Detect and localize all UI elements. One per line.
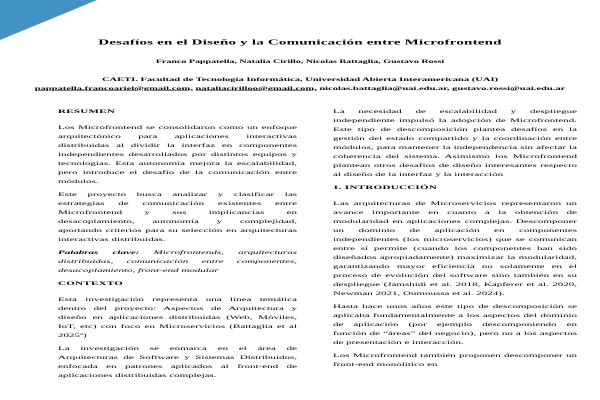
introduccion-paragraph-1: Las arquitecturas de Microservicios representaron un avance importante en cuanto a la obtención de modularidad en aplicaciones complejas. Descomponer un dominio de aplicación en componentes independientes (los microservicios) que se comunican entre sí permite (cuando los componentes han sido diseñados apropiadamente) maximizar la modularidad, garantizando mayor eficiencia no solamente en el proceso de evolución del software sino también en su despliegue (Jamshidi et al. 2018, Kapferer et al. 2020, Newman 2021, Oumoussa et al. 2024). xyxy=(333,200,577,297)
paper-authors: Franco Pappatella, Natalia Cirillo, Nicolas Battaglia, Gustavo Rossi xyxy=(155,59,445,65)
resumen-paragraph-2: Este proyecto busca analizar y clasificar las estrategias de comunicación existentes entre Microfrontend y sus implicancias en desacoplamiento, autonomía y complejidad, aportando criterios para su selección en arquitecturas interactivas distribuidas. xyxy=(58,191,297,243)
keywords-paragraph xyxy=(58,248,297,275)
paper-affiliation: CAETI. Facultad de Tecnología Informática, Universidad Abierta Interamericana (UAI) xyxy=(101,77,499,83)
paper-header xyxy=(0,38,600,93)
section-heading-contexto: CONTEXTO xyxy=(58,280,124,287)
left-column xyxy=(58,107,297,384)
corner-triangle-decoration xyxy=(0,0,97,40)
keywords-label: Palabras clave: xyxy=(58,249,140,256)
section-heading-introduccion: 1. INTRODUCCIÓN xyxy=(333,184,438,191)
contexto-paragraph-1: Esta investigación representa una línea temática dentro del proyecto: Aspectos de Arquitectura y diseño en aplicaciones distribuidas (Web, Móviles, IoT, etc) con foco en Microservicios (Battaglia et al 2025ª) xyxy=(58,296,297,339)
contexto-paragraph-2: La investigación se enmarca en el área de Arquitecturas de Software y Sistemas Distribuidos, enfocada en patrones aplicados al front-end de aplicaciones distribuidas complejas. xyxy=(58,345,297,379)
email-text-4: gustavo.rossi@uai.edu.ar xyxy=(452,86,566,92)
introduccion-paragraph-3: Los Microfrontend también proponen descomponer un front-end monolítico en xyxy=(333,352,577,368)
author-emails xyxy=(30,85,570,93)
paper-title: Desafíos en el Diseño y la Comunicación entre Microfrontend xyxy=(98,38,502,47)
abstract-english-paragraph: La necesidad de escalabilidad y despliegue independiente impulsó la adopción de Microfrontend. Este tipo de descomposición plantea desafíos en la gestión del estado compartido y la coordinación entre módulos, para mantener la independencia sin afectar la coherencia del sistema. Asimismo los Microfrontend plantean otros desafíos de diseño interesantes respecto al diseño de la interfaz y la interacción xyxy=(333,108,577,178)
two-column-body xyxy=(58,107,577,384)
section-heading-resumen: RESUMEN xyxy=(58,108,116,115)
email-link-2[interactable]: nataliacirilloo@gmail.com, xyxy=(195,86,317,92)
email-text-3: nicolas.battaglia@uai.edu.ar, xyxy=(319,86,450,92)
right-column xyxy=(333,107,577,384)
email-link-1[interactable]: pappatella.francoariel@gmail.com, xyxy=(34,86,193,92)
keywords-list: Microfrontends, arquitecturas distribuidas, comunicación entre componentes, desacoplamiento, front-end modular xyxy=(58,249,297,274)
resumen-paragraph-1: Los Microfrontend se consolidaron como un enfoque arquitectónico para aplicaciones interactivas distribuidas al dividir la interfaz en componentes independientes desarrollados por distintos equipos y tecnologías. Esta autonomía mejora la escalabilidad, pero introduce el desafío de la comunicación entre módulos. xyxy=(58,124,297,185)
introduccion-paragraph-2: Hasta hace unos años este tipo de descomposición se aplicaba fundamentalmente a los aspectos del dominio de aplicación (por ejemplo descomponiendo en función de “áreas” del negocio), pero no a los aspectos de presentación e interacción. xyxy=(333,303,577,346)
